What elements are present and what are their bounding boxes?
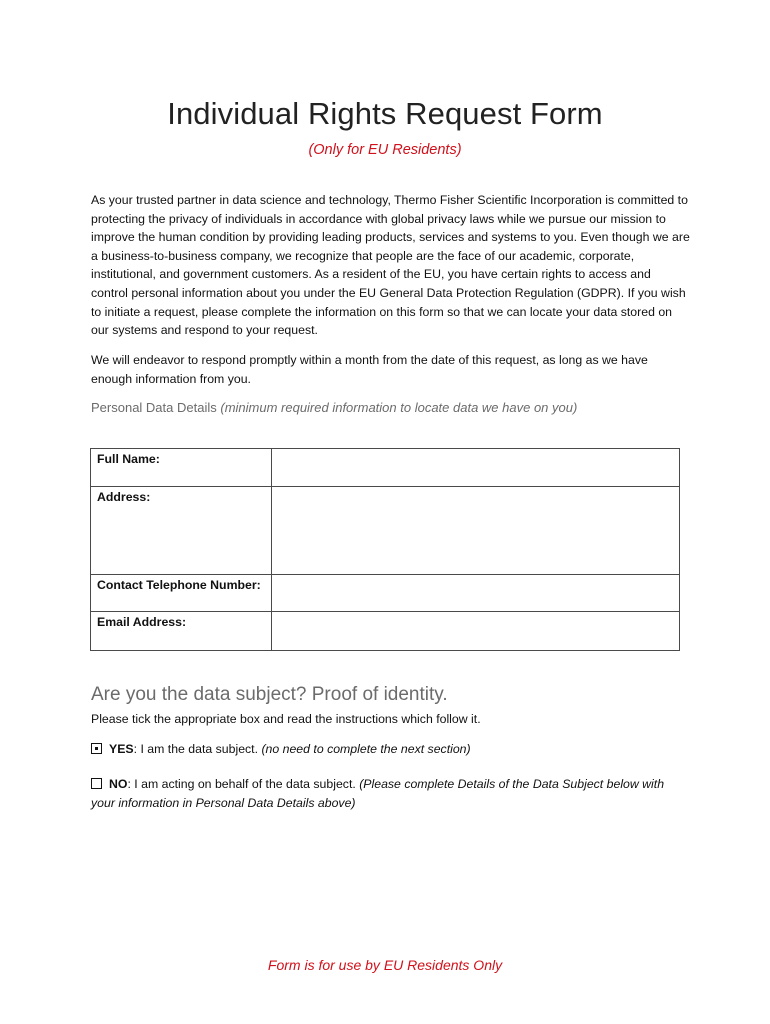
table-row xyxy=(91,487,680,575)
personal-data-hint: (minimum required information to locate data we have on you) xyxy=(220,400,578,415)
email-label: Email Address: xyxy=(91,612,272,651)
telephone-field[interactable] xyxy=(272,575,680,612)
personal-data-heading xyxy=(91,400,577,415)
option-yes-key: YES xyxy=(109,742,134,756)
footer-note: Form is for use by EU Residents Only xyxy=(267,957,503,973)
email-field[interactable] xyxy=(272,612,680,651)
intro-paragraph: As your trusted partner in data science and technology, Thermo Fisher Scientific Incorporation is committed to protecting the privacy of individuals in accordance with global privacy laws while we pursue our mission to improve the human condition by providing leading products, services and systems to you. Even though we are a business-to-business company, we recognize that people are the face of our academic, corporate, institutional, and government customers. As a resident of the EU, you have certain rights to access and control personal information about you under the EU General Data Protection Regulation (GDPR). If you wish to initiate a request, please complete the information on this form so that we can locate your data stored on our systems and respond to your request. xyxy=(91,193,690,338)
option-yes-text: : I am the data subject. xyxy=(133,742,262,756)
table-row xyxy=(91,449,680,487)
checked-checkbox-icon[interactable] xyxy=(91,743,102,754)
unchecked-checkbox-icon[interactable] xyxy=(91,778,102,789)
table-row xyxy=(91,612,680,651)
address-label: Address: xyxy=(91,487,272,575)
page-title: Individual Rights Request Form xyxy=(167,96,603,131)
table-row xyxy=(91,575,680,612)
personal-data-heading-text: Personal Data Details xyxy=(91,400,217,415)
response-paragraph: We will endeavor to respond promptly within a month from the date of this request, as long as we have enough information from you. xyxy=(91,353,648,386)
option-no-text: : I am acting on behalf of the data subject. xyxy=(127,777,360,791)
option-no xyxy=(91,775,691,812)
page-subtitle: (Only for EU Residents) xyxy=(308,142,462,158)
full-name-field[interactable] xyxy=(272,449,680,487)
option-yes-note: (no need to complete the next section) xyxy=(261,742,471,756)
telephone-label: Contact Telephone Number: xyxy=(91,575,272,612)
identity-heading: Are you the data subject? Proof of identity. xyxy=(91,684,448,705)
identity-instruction: Please tick the appropriate box and read the instructions which follow it. xyxy=(91,712,481,726)
full-name-label: Full Name: xyxy=(91,449,272,487)
option-no-key: NO xyxy=(109,777,128,791)
option-yes xyxy=(91,740,691,759)
address-field[interactable] xyxy=(272,487,680,575)
personal-data-table xyxy=(90,448,680,651)
option-no-note: (Please complete Details of the Data Subject below with your information in Personal Data Details above) xyxy=(91,777,665,810)
